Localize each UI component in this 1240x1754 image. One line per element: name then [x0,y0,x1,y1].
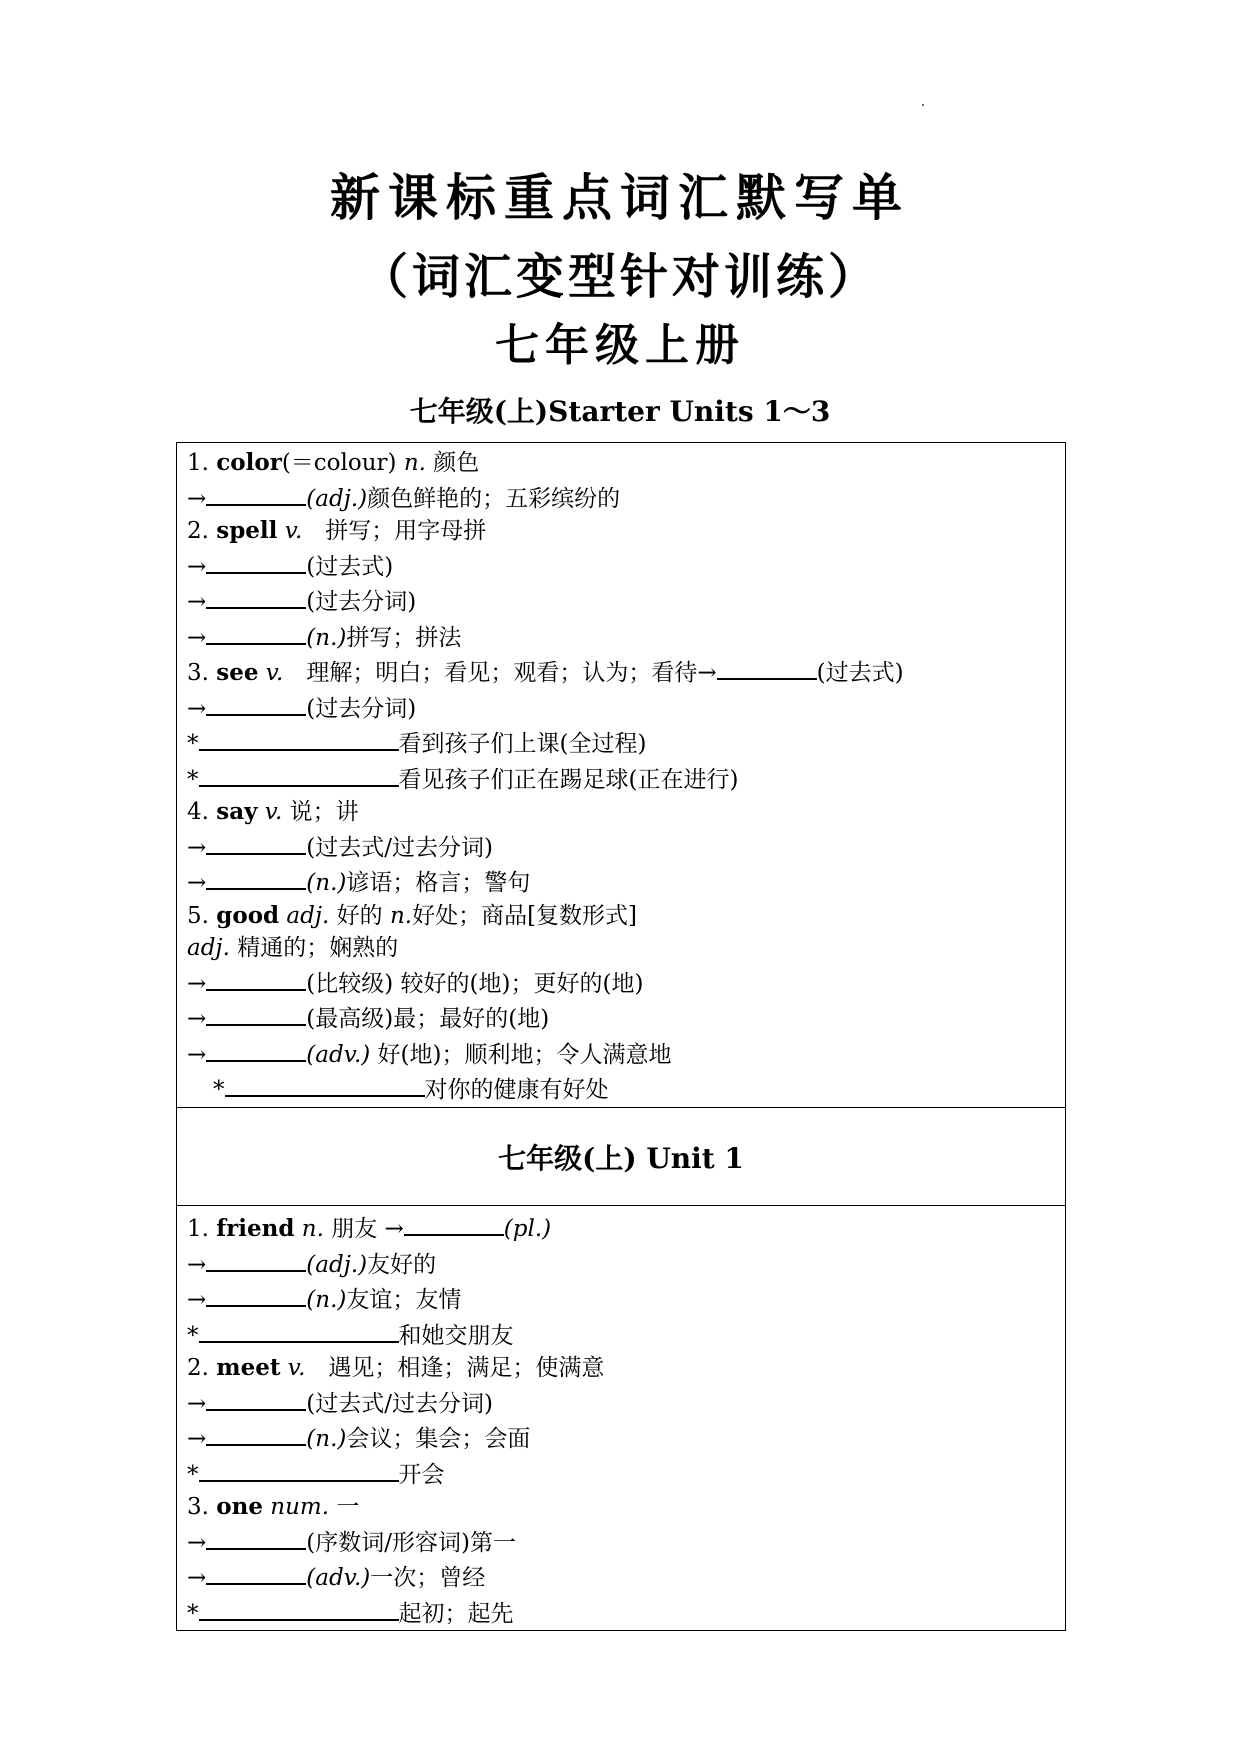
starter-units-cell [177,443,1066,1108]
phrase-line: * 开会 [187,1456,1065,1492]
answer-blank[interactable] [206,864,306,890]
document-title: 新课标重点词汇默写单 [330,168,910,227]
answer-blank[interactable] [206,1385,306,1411]
entry-good-sense: adj. 精通的；娴熟的 [187,935,399,961]
phrase-line: * 起初；起先 [187,1595,1065,1631]
blank-line: → (adv.) 好(地)；顺利地；令人满意地 [187,1036,1065,1072]
answer-blank[interactable] [404,1210,504,1236]
unit1-heading-cell [177,1108,1066,1206]
section-title-unit1: 七年级(上) Unit 1 [498,1141,744,1175]
phrase-line: * 看见孩子们正在踢足球(正在进行) [187,761,1065,797]
answer-blank[interactable] [199,761,399,787]
answer-blank[interactable] [206,1420,306,1446]
section-title-starter: 七年级(上)Starter Units 1～3 [409,395,831,428]
entry-meet: 2. meet v. 遇见；相逢；满足；使满意 [187,1354,605,1381]
answer-blank[interactable] [206,690,306,716]
grade-title: 七年级上册 [495,320,745,371]
blank-line: → (比较级) 较好的(地)；更好的(地) [187,965,1065,1001]
answer-blank[interactable] [206,548,306,574]
blank-line: → (n.)友谊；友情 [187,1281,1065,1317]
speck-mark [922,104,924,106]
blank-line: → (过去式) [187,548,1065,584]
answer-blank[interactable] [717,654,817,680]
phrase-line: * 看到孩子们上课(全过程) [187,725,1065,761]
blank-line: → (n.)会议；集会；会面 [187,1420,1065,1456]
entry-spell: 2. spell v. 拼写；用字母拼 [187,517,487,544]
phrase-line: * 对你的健康有好处 [187,1071,1065,1107]
answer-blank[interactable] [206,1559,306,1585]
unit1-cell [177,1206,1066,1631]
entry-friend: 1. friend n. 朋友 → (pl.) [187,1210,1065,1246]
blank-line: → (过去分词) [187,690,1065,726]
blank-line: → (n.)谚语；格言；警句 [187,864,1065,900]
answer-blank[interactable] [206,583,306,609]
answer-blank[interactable] [206,965,306,991]
answer-blank[interactable] [206,1281,306,1307]
blank-line: → (序数词/形容词)第一 [187,1524,1065,1560]
answer-blank[interactable] [199,1456,399,1482]
blank-line: → (最高级)最；最好的(地) [187,1000,1065,1036]
blank-line: → (n.)拼写；拼法 [187,619,1065,655]
answer-blank[interactable] [199,1595,399,1621]
phrase-line: * 和她交朋友 [187,1317,1065,1353]
vocabulary-table [176,442,1066,1631]
answer-blank[interactable] [206,1246,306,1272]
answer-blank[interactable] [206,619,306,645]
answer-blank[interactable] [199,725,399,751]
blank-line: → (adv.)一次；曾经 [187,1559,1065,1595]
blank-line: → (adj.)友好的 [187,1246,1065,1282]
entry-one: 3. one num. 一 [187,1493,360,1520]
entry-good: 5. good adj. 好的 n.好处；商品[复数形式] [187,901,638,929]
answer-blank[interactable] [206,1000,306,1026]
blank-line: → (adj.)颜色鲜艳的；五彩缤纷的 [187,480,1065,516]
entry-color: 1. color(＝colour) n. 颜色 [187,449,480,476]
answer-blank[interactable] [206,1036,306,1062]
answer-blank[interactable] [225,1071,425,1097]
document-subtitle: （词汇变型针对训练） [359,249,880,305]
blank-line: → (过去分词) [187,583,1065,619]
entry-see: 3. see v. 理解；明白；看见；观看；认为；看待→ (过去式) [187,654,1065,690]
blank-line: → (过去式/过去分词) [187,1385,1065,1421]
answer-blank[interactable] [206,480,306,506]
answer-blank[interactable] [206,1524,306,1550]
answer-blank[interactable] [206,829,306,855]
answer-blank[interactable] [199,1317,399,1343]
blank-line: → (过去式/过去分词) [187,829,1065,865]
entry-say: 4. say v. 说；讲 [187,798,359,825]
